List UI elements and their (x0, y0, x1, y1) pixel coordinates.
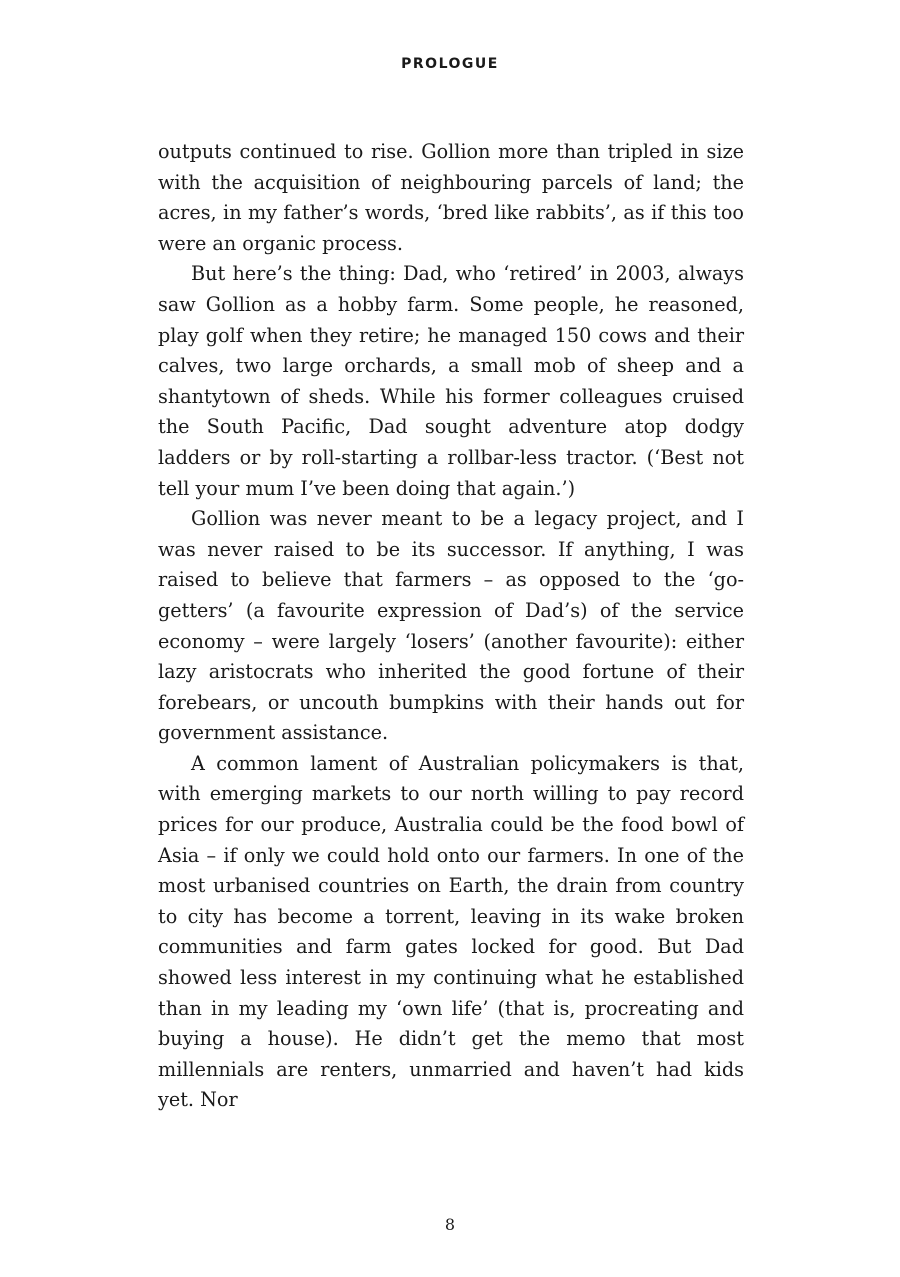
paragraph-continued: outputs continued to rise. Gollion more than tripled in size with the acquisition of neighbouring parcels of land; the acres, in my father’s words, ‘bred like rabbits’, as if this too were an organic process. (158, 140, 744, 255)
body-text (158, 137, 744, 1116)
paragraph: Gollion was never meant to be a legacy project, and I was never raised to be its successor. If anything, I was raised to believe that farmers – as opposed to the ‘go-getters’ (a favourite expression of Dad’s) of the service economy – were largely ‘losers’ (another favourite): either lazy aristocrats who inherited the good fortune of their forebears, or uncouth bumpkins with their hands out for government assistance. (158, 507, 744, 745)
page-number: 8 (444, 1215, 456, 1234)
paragraph: But here’s the thing: Dad, who ‘retired’ in 2003, always saw Gollion as a hobby farm. Some people, he reasoned, play golf when they retire; he managed 150 cows and their calves, two large orchards, a small mob of sheep and a shantytown of sheds. While his former colleagues cruised the South Pacific, Dad sought adventure atop dodgy ladders or by roll-starting a rollbar-less tractor. (‘Best not tell your mum I’ve been doing that again.’) (158, 262, 744, 500)
running-head: PROLOGUE (401, 56, 499, 72)
paragraph: A common lament of Australian policymakers is that, with emerging markets to our north willing to pay record prices for our produce, Australia could be the food bowl of Asia – if only we could hold onto our farmers. In one of the most urbanised countries on Earth, the drain from country to city has become a torrent, leaving in its wake broken communities and farm gates locked for good. But Dad showed less interest in my continuing what he established than in my leading my ‘own life’ (that is, procreating and buying a house). He didn’t get the memo that most millennials are renters, unmarried and haven’t had kids yet. Nor (158, 751, 744, 1112)
